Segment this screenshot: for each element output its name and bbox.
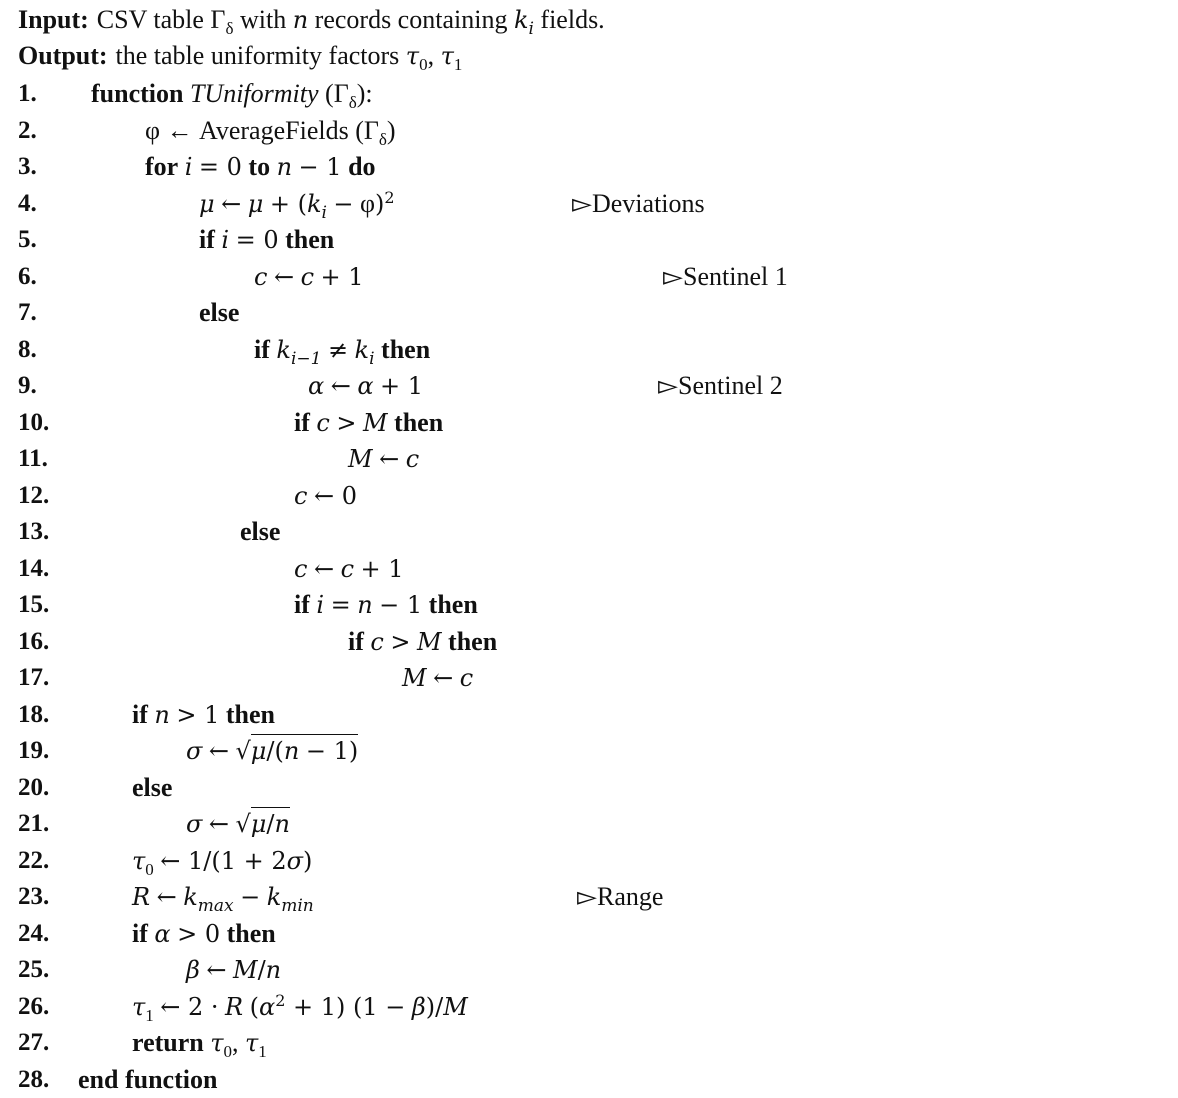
- line-number: 17.: [18, 664, 50, 691]
- line-number: 11.: [18, 445, 48, 472]
- line-number: 22.: [18, 846, 50, 874]
- line-comment: ▻Deviations: [572, 188, 705, 218]
- input-text: CSV table $\Gamma_\delta$ with n records containing $k_i$ fields.: [96, 5, 605, 39]
- line-number: 24.: [18, 919, 50, 947]
- algorithm-line: [0, 587, 1178, 623]
- line-number: 23.: [18, 883, 50, 910]
- code-statement: c ← c + 1: [294, 554, 404, 583]
- algorithm-line: [0, 952, 1178, 988]
- algorithm-line: [0, 186, 1178, 222]
- code-statement: if $k_{i-1} \ne k_i$ then: [254, 334, 431, 369]
- code-statement: if c > M then: [294, 407, 444, 437]
- line-number: 8.: [18, 335, 37, 363]
- algorithm-line: [0, 551, 1178, 587]
- algorithm-line: [0, 697, 1178, 733]
- code-statement: else: [240, 517, 281, 546]
- code-statement: if i = n − 1 then: [294, 590, 478, 619]
- line-number: 28.: [18, 1065, 50, 1093]
- code-statement: c ← 0: [294, 481, 357, 510]
- line-number: 7.: [18, 299, 37, 326]
- algorithm-line: [0, 149, 1178, 185]
- line-number: 18.: [18, 700, 50, 728]
- input-label: Input:: [18, 5, 89, 34]
- line-number: 19.: [18, 737, 50, 764]
- code-statement: else: [132, 772, 173, 802]
- code-statement: function TUniformity $(\Gamma_\delta)$:: [91, 79, 373, 112]
- line-comment: ▻Range: [577, 882, 664, 911]
- input-line: [18, 2, 605, 38]
- algorithm-line: [0, 1025, 1178, 1061]
- algorithm-line: [0, 624, 1178, 660]
- code-statement: M ← c: [348, 445, 420, 473]
- algorithm-line: [0, 259, 1178, 295]
- code-statement: σ ← √μ/n: [186, 806, 290, 842]
- algorithm-line: [0, 514, 1178, 550]
- code-statement: if c > M then: [348, 626, 498, 656]
- code-statement: M ← c: [402, 664, 474, 692]
- line-number: 5.: [18, 226, 37, 253]
- line-number: 13.: [18, 518, 50, 545]
- algorithm-line: [0, 733, 1178, 769]
- code-statement: R ← $k_{max} - k_{min}$: [132, 883, 314, 916]
- line-number: 27.: [18, 1029, 50, 1056]
- algorithm-line: [0, 660, 1178, 696]
- code-statement: β ← M/n: [186, 956, 282, 984]
- line-number: 9.: [18, 372, 37, 399]
- line-number: 1.: [18, 80, 37, 107]
- line-number: 14.: [18, 554, 50, 582]
- algorithm-line: [0, 332, 1178, 368]
- algorithm-line: [0, 806, 1178, 842]
- algorithm-line: [0, 295, 1178, 331]
- line-comment: ▻Sentinel 2: [658, 371, 783, 400]
- line-number: 6.: [18, 262, 37, 290]
- algorithm-line: [0, 76, 1178, 112]
- algorithm-line: [0, 879, 1178, 915]
- algorithm-line: [0, 368, 1178, 404]
- algorithm-line: [0, 441, 1178, 477]
- code-statement: return $\tau_0$, $\tau_1$: [132, 1028, 267, 1061]
- code-statement: φ ← AverageFields $(\Gamma_\delta)$: [145, 115, 396, 149]
- code-statement: if α > 0 then: [132, 918, 276, 948]
- code-statement: else: [199, 298, 240, 327]
- code-statement: $\tau_1$ ← 2 · R $(\alpha^2 + 1) (1 - \beta)/M$: [132, 990, 468, 1025]
- code-statement: c ← c + 1: [254, 262, 364, 291]
- line-number: 10.: [18, 408, 50, 436]
- code-statement: $\tau_0$ ← 1/(1 + 2σ): [132, 846, 313, 879]
- code-statement: for i = 0 to n − 1 do: [145, 152, 376, 181]
- line-number: 20.: [18, 773, 50, 801]
- algorithm-line: [0, 843, 1178, 879]
- algorithm-line: [0, 916, 1178, 952]
- line-number: 3.: [18, 153, 37, 180]
- code-statement: σ ← √μ/(n − 1): [186, 733, 358, 769]
- output-line: [18, 38, 462, 74]
- code-statement: if n > 1 then: [132, 699, 275, 729]
- code-statement: μ ← $\mu + (k_i - \varphi)^2$: [199, 187, 395, 223]
- code-statement: end function: [78, 1064, 218, 1094]
- line-number: 26.: [18, 992, 50, 1020]
- line-number: 4.: [18, 189, 37, 217]
- line-number: 12.: [18, 481, 50, 509]
- line-number: 21.: [18, 810, 50, 837]
- algorithm-line: [0, 478, 1178, 514]
- algorithm-line: [0, 770, 1178, 806]
- algorithm-line: [0, 222, 1178, 258]
- algorithm-line: [0, 1062, 1178, 1098]
- line-number: 25.: [18, 956, 50, 983]
- output-label: Output:: [18, 41, 108, 70]
- output-text: the table uniformity factors $\tau_0$, $\tau_1$: [115, 41, 463, 74]
- algorithm-line: [0, 405, 1178, 441]
- line-comment: ▻Sentinel 1: [663, 261, 788, 291]
- code-statement: if i = 0 then: [199, 225, 335, 254]
- algorithm-line: [0, 989, 1178, 1025]
- line-number: 2.: [18, 116, 37, 144]
- code-statement: α ← α + 1: [308, 372, 424, 400]
- algorithm-line: [0, 113, 1178, 149]
- line-number: 16.: [18, 627, 50, 655]
- line-number: 15.: [18, 591, 50, 618]
